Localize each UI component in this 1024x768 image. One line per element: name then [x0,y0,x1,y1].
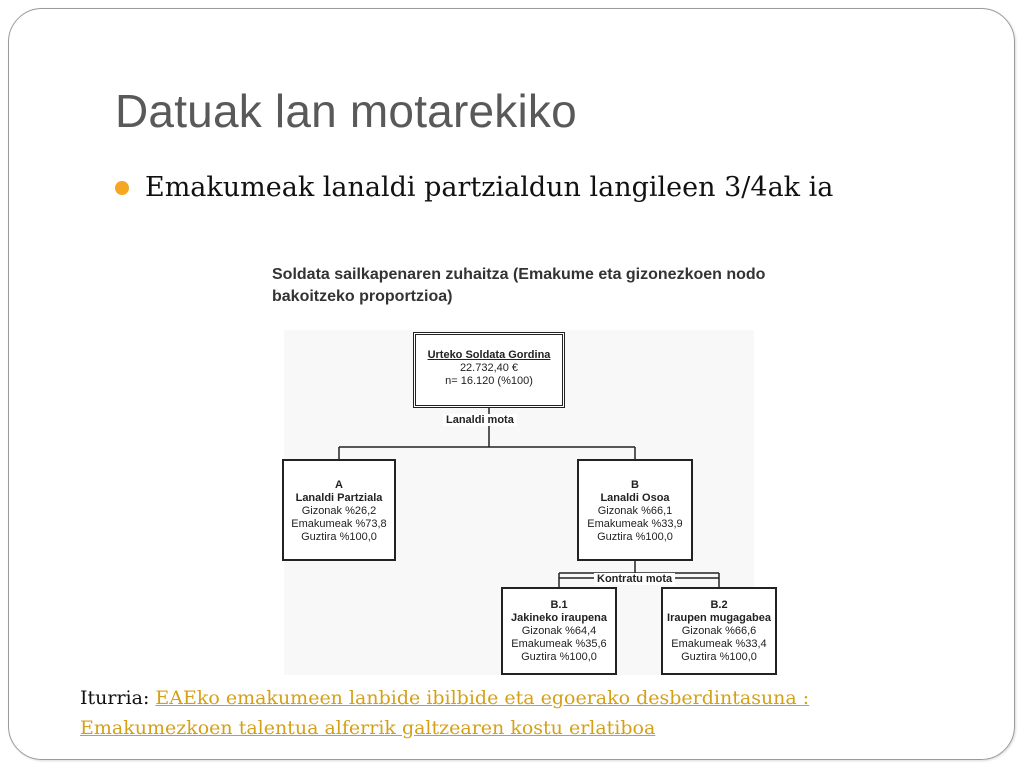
node-b1-women: Emakumeak %35,6 [511,638,607,650]
root-value: 22.732,40 € [459,362,519,374]
node-b-total: Guztira %100,0 [597,531,673,543]
node-b2-women: Emakumeak %33,4 [671,638,767,650]
node-a-women: Emakumeak %73,8 [291,518,387,530]
split-label-lanaldi: Lanaldi mota [443,414,517,426]
tree-node-b2 [661,587,777,675]
diagram-caption: Soldata sailkapenaren zuhaitza (Emakume eta gizonezkoen nodo bakoitzeko proportzioa) [272,266,766,305]
source-citation [80,683,960,743]
node-b-men: Gizonak %66,1 [597,505,673,517]
root-title: Urteko Soldata Gordina [427,349,551,361]
node-a-name: Lanaldi Partziala [295,492,383,504]
root-n: n= 16.120 (%100) [445,375,533,387]
node-b2-id: B.2 [710,599,728,611]
slide-title: Datuak lan motarekiko [115,85,577,137]
source-prefix: Iturria: [80,687,156,709]
node-b-women: Emakumeak %33,9 [587,518,683,530]
node-b2-total: Guztira %100,0 [681,651,757,663]
tree-node-b1 [501,587,617,675]
tree-node-root [413,332,565,408]
node-b-id: B [631,479,639,491]
bullet-text: Emakumeak lanaldi partzialdun langileen 3/4ak ia [145,172,834,203]
node-b1-total: Guztira %100,0 [521,651,597,663]
node-b1-id: B.1 [550,599,568,611]
node-b1-name: Jakineko iraupena [511,612,607,624]
node-b-name: Lanaldi Osoa [600,492,670,504]
node-b2-name: Iraupen mugagabea [667,612,771,624]
node-a-men: Gizonak %26,2 [301,505,377,517]
split-label-kontratu: Kontratu mota [594,573,675,585]
tree-node-a [282,459,396,561]
node-a-total: Guztira %100,0 [301,531,377,543]
node-b2-men: Gizonak %66,6 [681,625,757,637]
node-a-id: A [335,479,343,491]
node-b1-men: Gizonak %64,4 [521,625,597,637]
tree-node-b [577,459,693,561]
source-link[interactable]: EAEko emakumeen lanbide ibilbide eta egoerako desberdintasuna : Emakumezkoen talentua alferrik galtzearen kostu erlatiboa [80,687,810,739]
